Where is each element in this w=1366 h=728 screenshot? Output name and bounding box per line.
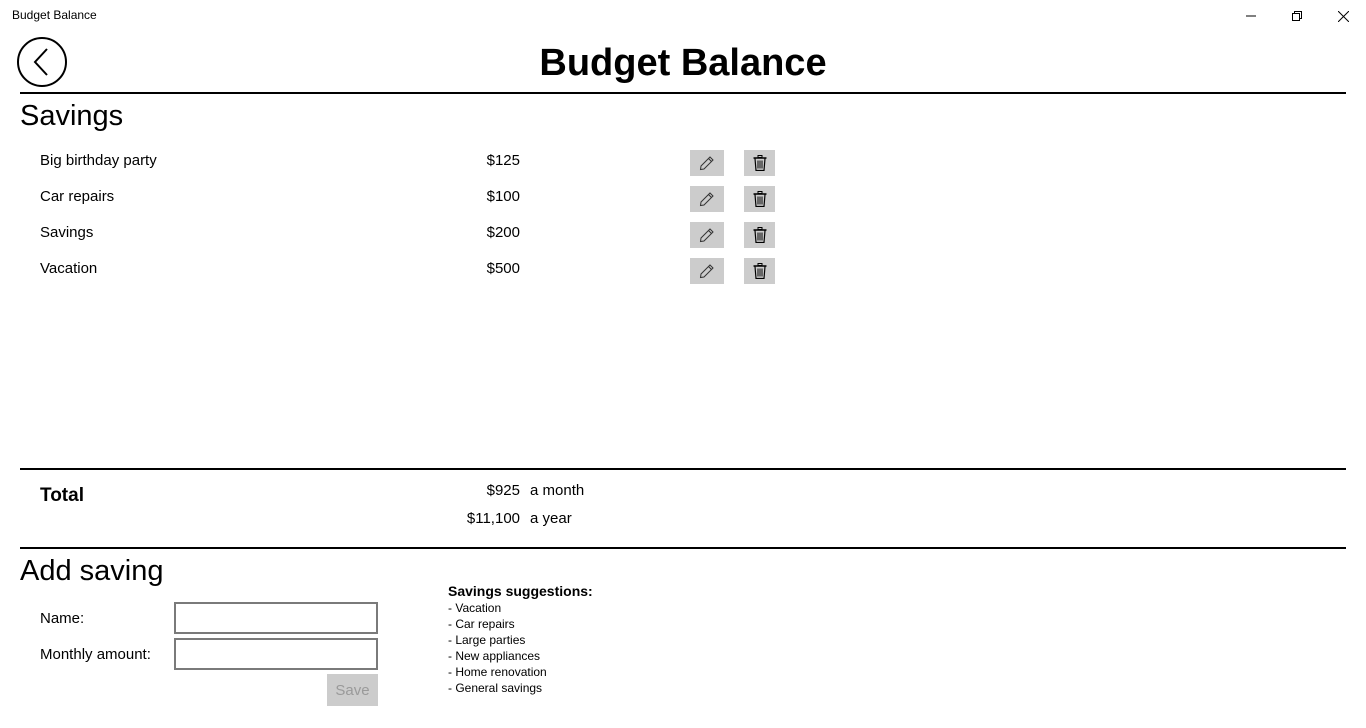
name-label: Name: [40,610,85,627]
saving-amount: $500 [486,260,520,277]
restore-button[interactable] [1274,0,1320,32]
trash-icon [753,191,767,207]
total-label: Total [40,485,84,506]
pencil-icon [699,263,715,279]
add-saving-section-title: Add saving [20,555,164,587]
saving-row [0,216,1366,252]
close-icon [1338,11,1349,22]
delete-button[interactable] [744,258,775,284]
edit-button[interactable] [690,258,724,284]
suggestion-item: - New appliances [448,649,541,663]
monthly-amount-input[interactable] [174,638,378,670]
suggestions-heading: Savings suggestions: [448,583,593,599]
delete-button[interactable] [744,222,775,248]
total-monthly-amount: $925 [486,482,520,499]
trash-icon [753,263,767,279]
saving-row [0,252,1366,288]
suggestion-item: - Vacation [448,601,502,615]
saving-name: Savings [40,224,94,241]
pencil-icon [699,191,715,207]
saving-amount: $125 [486,152,520,169]
saving-amount: $200 [486,224,520,241]
suggestion-item: - Home renovation [448,665,547,679]
suggestion-item: - General savings [448,681,543,695]
savings-suggestions [448,582,593,696]
page-title: Budget Balance [539,42,827,84]
close-button[interactable] [1320,0,1366,32]
edit-button[interactable] [690,186,724,212]
totals-divider [20,468,1346,470]
saving-name: Car repairs [40,188,115,205]
edit-button[interactable] [690,222,724,248]
title-bar [0,0,1366,32]
add-saving-divider [20,547,1346,549]
saving-name: Big birthday party [40,152,157,169]
saving-amount: $100 [486,188,520,205]
restore-icon [1292,11,1302,21]
savings-section-title: Savings [20,100,124,132]
suggestion-item: - Large parties [448,633,526,647]
save-button[interactable]: Save [327,674,378,706]
saving-row [0,180,1366,216]
total-yearly-amount: $11,100 [466,510,520,527]
minimize-icon [1246,11,1256,21]
pencil-icon [699,155,715,171]
saving-row [0,144,1366,180]
pencil-icon [699,227,715,243]
delete-button[interactable] [744,150,775,176]
trash-icon [753,155,767,171]
total-yearly-unit: a year [530,510,572,527]
delete-button[interactable] [744,186,775,212]
saving-name: Vacation [40,260,98,277]
total-monthly-unit: a month [530,482,585,499]
trash-icon [753,227,767,243]
name-input[interactable] [174,602,378,634]
header-divider [20,92,1346,94]
suggestion-item: - Car repairs [448,617,515,631]
window-title: Budget Balance [12,8,97,22]
minimize-button[interactable] [1228,0,1274,32]
monthly-amount-label: Monthly amount: [40,646,151,663]
edit-button[interactable] [690,150,724,176]
